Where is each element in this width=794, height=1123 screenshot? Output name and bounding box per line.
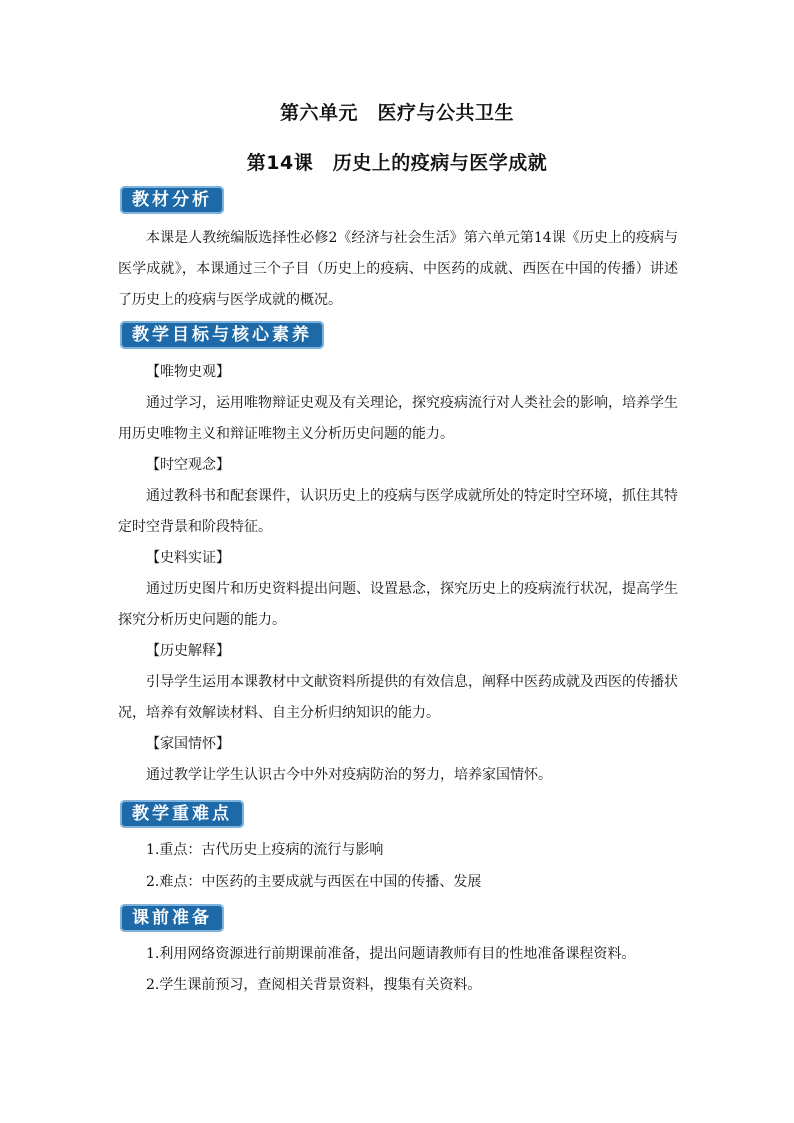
section-badge-key-points: 教学重难点: [120, 800, 244, 828]
objective-text-interpretation: 引导学生运用本课教材中文献资料所提供的有效信息，阐释中医药成就及西医的传播状况，培养有效解读材料、自主分析归纳知识的能力。: [118, 674, 678, 721]
objective-text-spacetime: 通过教科书和配套课件，认识历史上的疫病与医学成就所处的特定时空环境，抓住其特定时空背景和阶段特征。: [118, 488, 678, 535]
objective-text-materialism: 通过学习，运用唯物辩证史观及有关理论，探究疫病流行对人类社会的影响，培养学生用历史唯物主义和辩证唯物主义分析历史问题的能力。: [118, 395, 678, 442]
objective-tag-patriotism: 【家国情怀】: [146, 736, 230, 752]
lesson-title: 第14课 历史上的疫病与医学成就: [246, 152, 548, 174]
section-badge-preparation: 课前准备: [120, 904, 224, 932]
objective-tag-spacetime: 【时空观念】: [146, 457, 230, 473]
objective-tag-evidence: 【史料实证】: [146, 550, 230, 566]
analysis-paragraph: 本课是人教统编版选择性必修2《经济与社会生活》第六单元第14课《历史上的疫病与医学成就》，本课通过三个子目（历史上的疫病、中医药的成就、西医在中国的传播）讲述了历史上的疫病与医学成就的概况。: [118, 230, 678, 308]
key-point-item: 1.重点：古代历史上疫病的流行与影响: [146, 842, 384, 858]
objective-text-patriotism: 通过教学让学生认识古今中外对疫病防治的努力，培养家国情怀。: [146, 767, 552, 783]
preparation-item: 2.学生课前预习，查阅相关背景资料，搜集有关资料。: [146, 977, 482, 993]
objective-tag-materialism: 【唯物史观】: [146, 364, 230, 380]
difficult-point-item: 2.难点：中医药的主要成就与西医在中国的传播、发展: [146, 874, 482, 890]
preparation-item: 1.利用网络资源进行前期课前准备，提出问题请教师有目的性地准备课程资料。: [146, 946, 636, 962]
section-badge-analysis: 教材分析: [120, 186, 224, 214]
section-badge-objectives: 教学目标与核心素养: [120, 321, 324, 349]
unit-title: 第六单元 医疗与公共卫生: [279, 102, 514, 124]
objective-tag-interpretation: 【历史解释】: [146, 643, 230, 659]
objective-text-evidence: 通过历史图片和历史资料提出问题、设置悬念，探究历史上的疫病流行状况，提高学生探究分析历史问题的能力。: [118, 581, 678, 628]
